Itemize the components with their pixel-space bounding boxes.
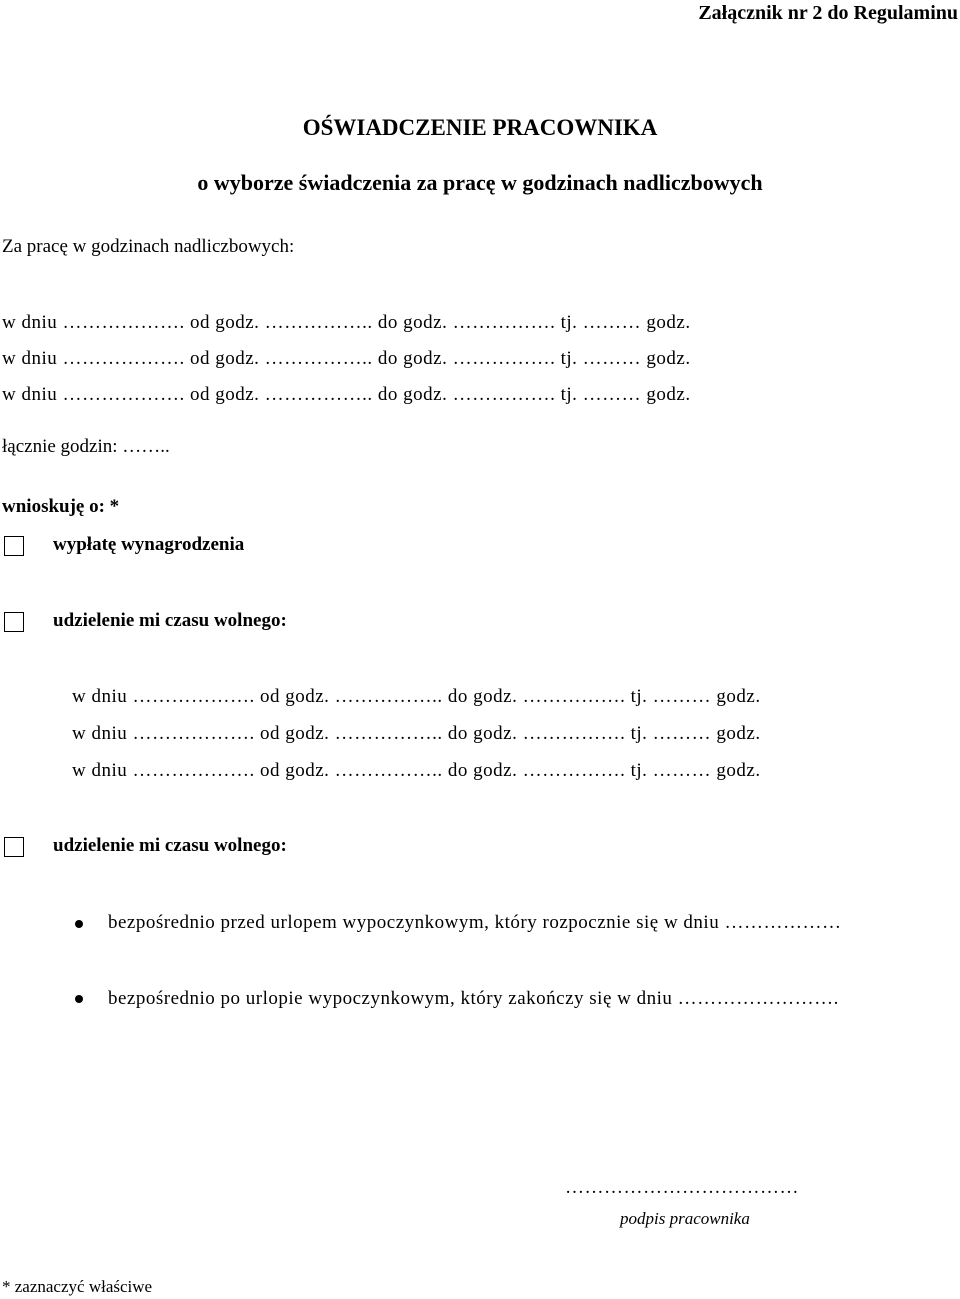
time-off-row: w dniu ………………. od godz. …………….. do godz. ……………. tj. ……… godz. bbox=[72, 723, 761, 744]
overtime-row: w dniu ………………. od godz. …………….. do godz. ……………. tj. ……… godz. bbox=[2, 348, 691, 369]
time-off-checkbox-1[interactable] bbox=[4, 612, 24, 632]
total-hours: łącznie godzin: …….. bbox=[2, 436, 170, 457]
overtime-row: w dniu ………………. od godz. …………….. do godz. ……………. tj. ……… godz. bbox=[2, 384, 691, 405]
time-off-checkbox-2[interactable] bbox=[4, 837, 24, 857]
bullet-icon bbox=[75, 920, 83, 928]
document-subtitle: o wyborze świadczenia za pracę w godzinach nadliczbowych bbox=[197, 170, 763, 195]
payout-option-label: wypłatę wynagrodzenia bbox=[53, 534, 245, 555]
attachment-label: Załącznik nr 2 do Regulaminu bbox=[698, 2, 958, 24]
overtime-row: w dniu ………………. od godz. …………….. do godz. ……………. tj. ……… godz. bbox=[2, 312, 691, 333]
payout-checkbox[interactable] bbox=[4, 536, 24, 556]
bullet-item: bezpośrednio przed urlopem wypoczynkowym, który rozpocznie się w dniu ……………… bbox=[108, 912, 842, 933]
bullet-icon bbox=[75, 995, 83, 1003]
time-off-row: w dniu ………………. od godz. …………….. do godz. ……………. tj. ……… godz. bbox=[72, 760, 761, 781]
time-off-option-label-1: udzielenie mi czasu wolnego: bbox=[53, 610, 287, 631]
intro-text: Za pracę w godzinach nadliczbowych: bbox=[2, 236, 295, 257]
footnote: * zaznaczyć właściwe bbox=[2, 1277, 153, 1296]
time-off-row: w dniu ………………. od godz. …………….. do godz. ……………. tj. ……… godz. bbox=[72, 686, 761, 707]
request-label: wnioskuję o: * bbox=[2, 496, 120, 517]
bullet-item: bezpośrednio po urlopie wypoczynkowym, który zakończy się w dniu ……………………. bbox=[108, 988, 839, 1009]
document-title: OŚWIADCZENIE PRACOWNIKA bbox=[302, 115, 658, 140]
signature-line: ……………………………… bbox=[565, 1177, 799, 1198]
time-off-option-label-2: udzielenie mi czasu wolnego: bbox=[53, 835, 287, 856]
signature-label: podpis pracownika bbox=[620, 1209, 750, 1228]
